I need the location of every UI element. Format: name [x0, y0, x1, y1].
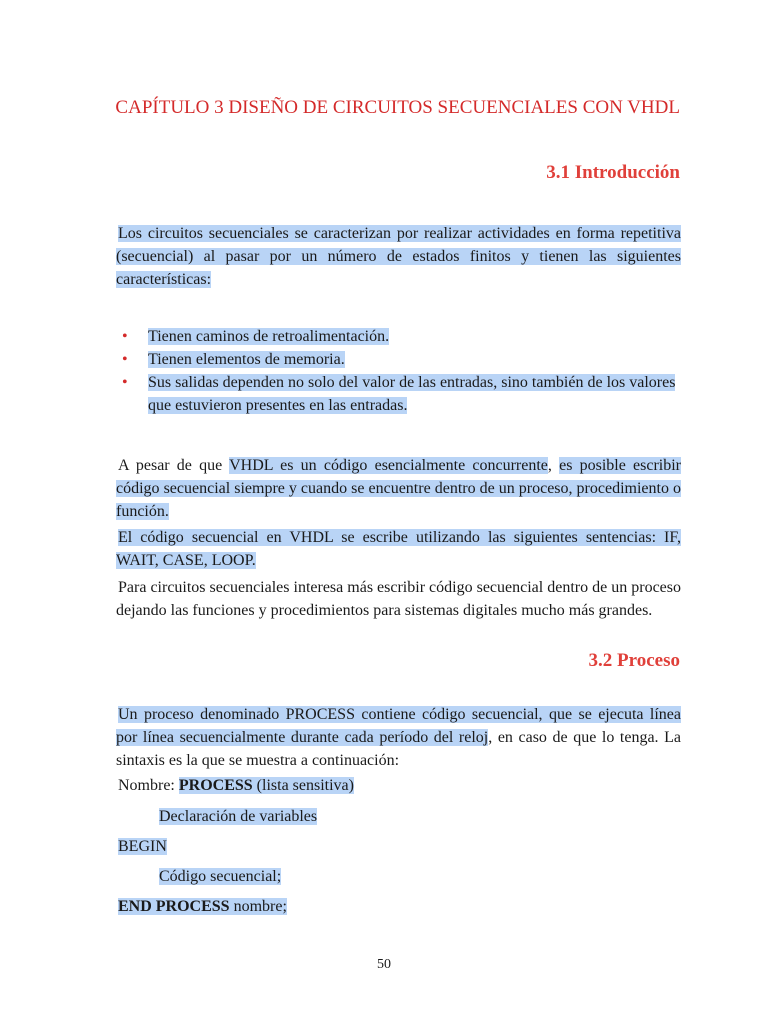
concurrency-highlight-2: es posible escribir código secuencial siempre y cuando se encuentre dentro de un proceso, procedimiento o función.	[116, 457, 682, 520]
sentences-paragraph	[116, 526, 681, 572]
design-paragraph: Para circuitos secuenciales interesa más escribir código secuencial dentro de un proceso dejando las funciones y procedimientos para sistemas digitales mucho más grandes.	[116, 579, 681, 619]
list-item	[116, 325, 681, 348]
bullet-icon: •	[122, 328, 128, 345]
process-paragraph-highlight: Un proceso denominado PROCESS contiene código secuencial, que se ejecuta línea por línea secuencialmente durante cada período del reloj	[116, 706, 681, 746]
syntax-sequential-code-text: Código secuencial;	[159, 868, 282, 885]
syntax-line-sequential-code	[159, 866, 281, 888]
process-paragraph-rest: , en caso de que lo tenga. La sintaxis es la que se muestra a continuación:	[116, 729, 682, 769]
sentences-paragraph-text: El código secuencial en VHDL se escribe utilizando las siguientes sentencias: IF, WAIT, CASE, LOOP.	[116, 529, 681, 569]
list-item-text: Tienen elementos de memoria.	[148, 351, 345, 368]
concurrency-separator: ,	[547, 457, 560, 474]
syntax-end-name: nombre;	[229, 898, 287, 915]
syntax-process-highlight	[179, 777, 354, 794]
page-number: 50	[377, 957, 391, 972]
syntax-sensitivity-list: (lista sensitiva)	[252, 777, 354, 794]
concurrency-prefix: A pesar de que	[118, 457, 230, 474]
syntax-end-highlight	[118, 898, 287, 915]
bullet-icon: •	[122, 374, 128, 391]
syntax-line-declarations	[159, 806, 317, 828]
list-item-text: Sus salidas dependen no solo del valor de las entradas, sino también de los valores que estuvieron presentes en las entradas.	[148, 374, 676, 414]
syntax-name-label: Nombre:	[118, 777, 179, 794]
syntax-keyword-begin: BEGIN	[118, 838, 167, 855]
syntax-declarations-text: Declaración de variables	[159, 808, 318, 825]
concurrency-paragraph	[116, 454, 681, 523]
syntax-line-process	[118, 775, 354, 797]
section-title-introduccion: 3.1 Introducción	[546, 162, 680, 183]
list-item	[116, 371, 681, 417]
concurrency-highlight-1: VHDL es un código esencialmente concurrente	[229, 457, 548, 474]
intro-paragraph	[116, 222, 681, 291]
bullet-icon: •	[122, 351, 128, 368]
characteristics-list	[116, 325, 681, 417]
process-paragraph	[116, 703, 681, 772]
intro-paragraph-text: Los circuitos secuenciales se caracterizan por realizar actividades en forma repetitiva (secuencial) al pasar por un número de estados finitos y tienen las siguientes características:	[116, 225, 681, 288]
section-title-proceso: 3.2 Proceso	[588, 650, 680, 671]
syntax-keyword-end-process: END PROCESS	[118, 898, 230, 915]
list-item	[116, 348, 681, 371]
syntax-keyword-process: PROCESS	[178, 777, 253, 794]
syntax-line-end-process	[118, 896, 287, 918]
list-item-text: Tienen caminos de retroalimentación.	[148, 328, 390, 345]
chapter-title: CAPÍTULO 3 DISEÑO DE CIRCUITOS SECUENCIALES CON VHDL	[115, 97, 680, 118]
syntax-line-begin	[118, 836, 167, 858]
